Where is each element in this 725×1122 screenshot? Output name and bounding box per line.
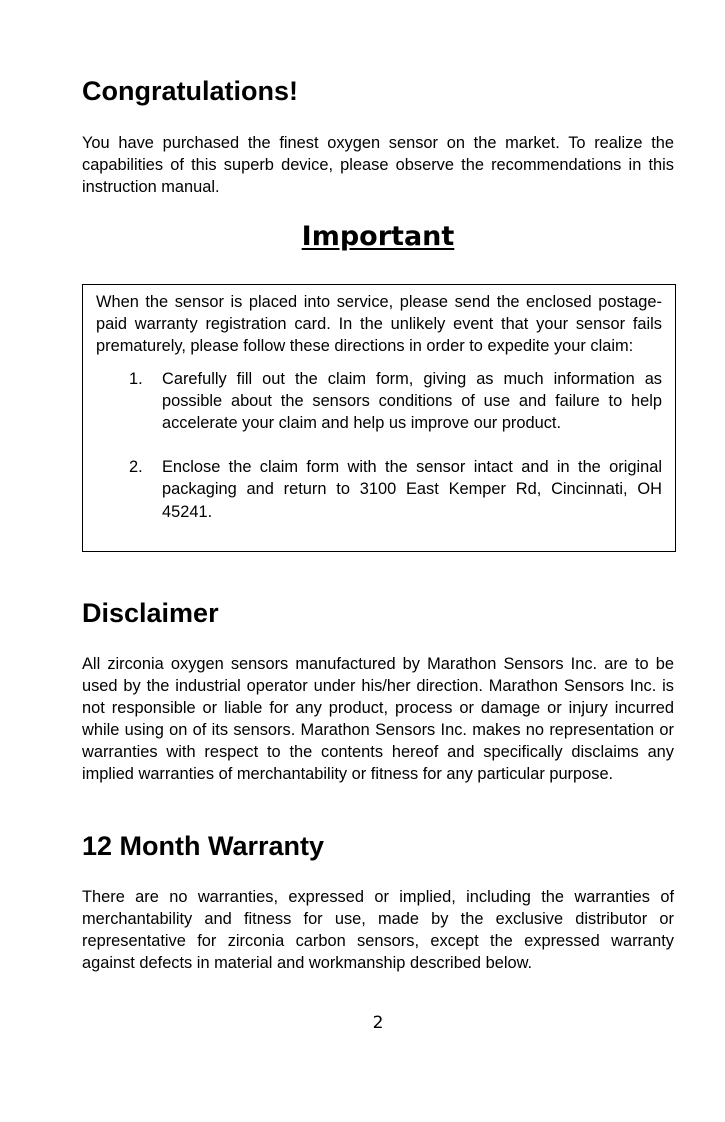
claim-step-number: 1. xyxy=(129,369,143,388)
claim-step-text: Enclose the claim form with the sensor intact and in the original packaging and return to 3100 East Kemper Rd, Cincinnati, OH 45241. xyxy=(162,458,662,521)
important-intro-text: When the sensor is placed into service, please send the enclosed postage-paid warranty registration card. In the unlikely event that your sensor fails prematurely, please follow these directions in order to expedite your claim: xyxy=(96,293,662,356)
claim-step xyxy=(96,368,662,435)
page-number: 2 xyxy=(372,1013,384,1033)
congratulations-text: You have purchased the finest oxygen sensor on the market. To realize the capabilities of this superb device, please observe the recommendations in this instruction manual. xyxy=(82,134,674,196)
congratulations-heading: Congratulations! xyxy=(82,76,298,106)
warranty-heading: 12 Month Warranty xyxy=(82,831,325,861)
claim-step-number: 2. xyxy=(129,458,143,477)
claim-steps-list xyxy=(96,368,662,523)
warranty-text: There are no warranties, expressed or implied, including the warranties of merchantability and fitness for use, made by the exclusive distributor or representative for zirconia carbon sensors, except the expressed warranty against defects in material and workmanship described below. xyxy=(82,888,674,972)
important-heading: Important xyxy=(301,221,455,252)
claim-step xyxy=(96,456,662,523)
disclaimer-heading: Disclaimer xyxy=(82,598,219,628)
important-notice-box xyxy=(82,284,676,552)
disclaimer-text: All zirconia oxygen sensors manufactured by Marathon Sensors Inc. are to be used by the industrial operator under his/her direction. Marathon Sensors Inc. is not responsible or liable for any product, process or damage or injury incurred while using on of its sensors. Marathon Sensors Inc. makes no representation or warranties with respect to the contents hereof and specifically disclaims any implied warranties of merchantability or fitness for any particular purpose. xyxy=(82,655,674,783)
claim-step-text: Carefully fill out the claim form, giving as much information as possible about the sensors conditions of use and failure to help accelerate your claim and help us improve our product. xyxy=(162,369,662,433)
